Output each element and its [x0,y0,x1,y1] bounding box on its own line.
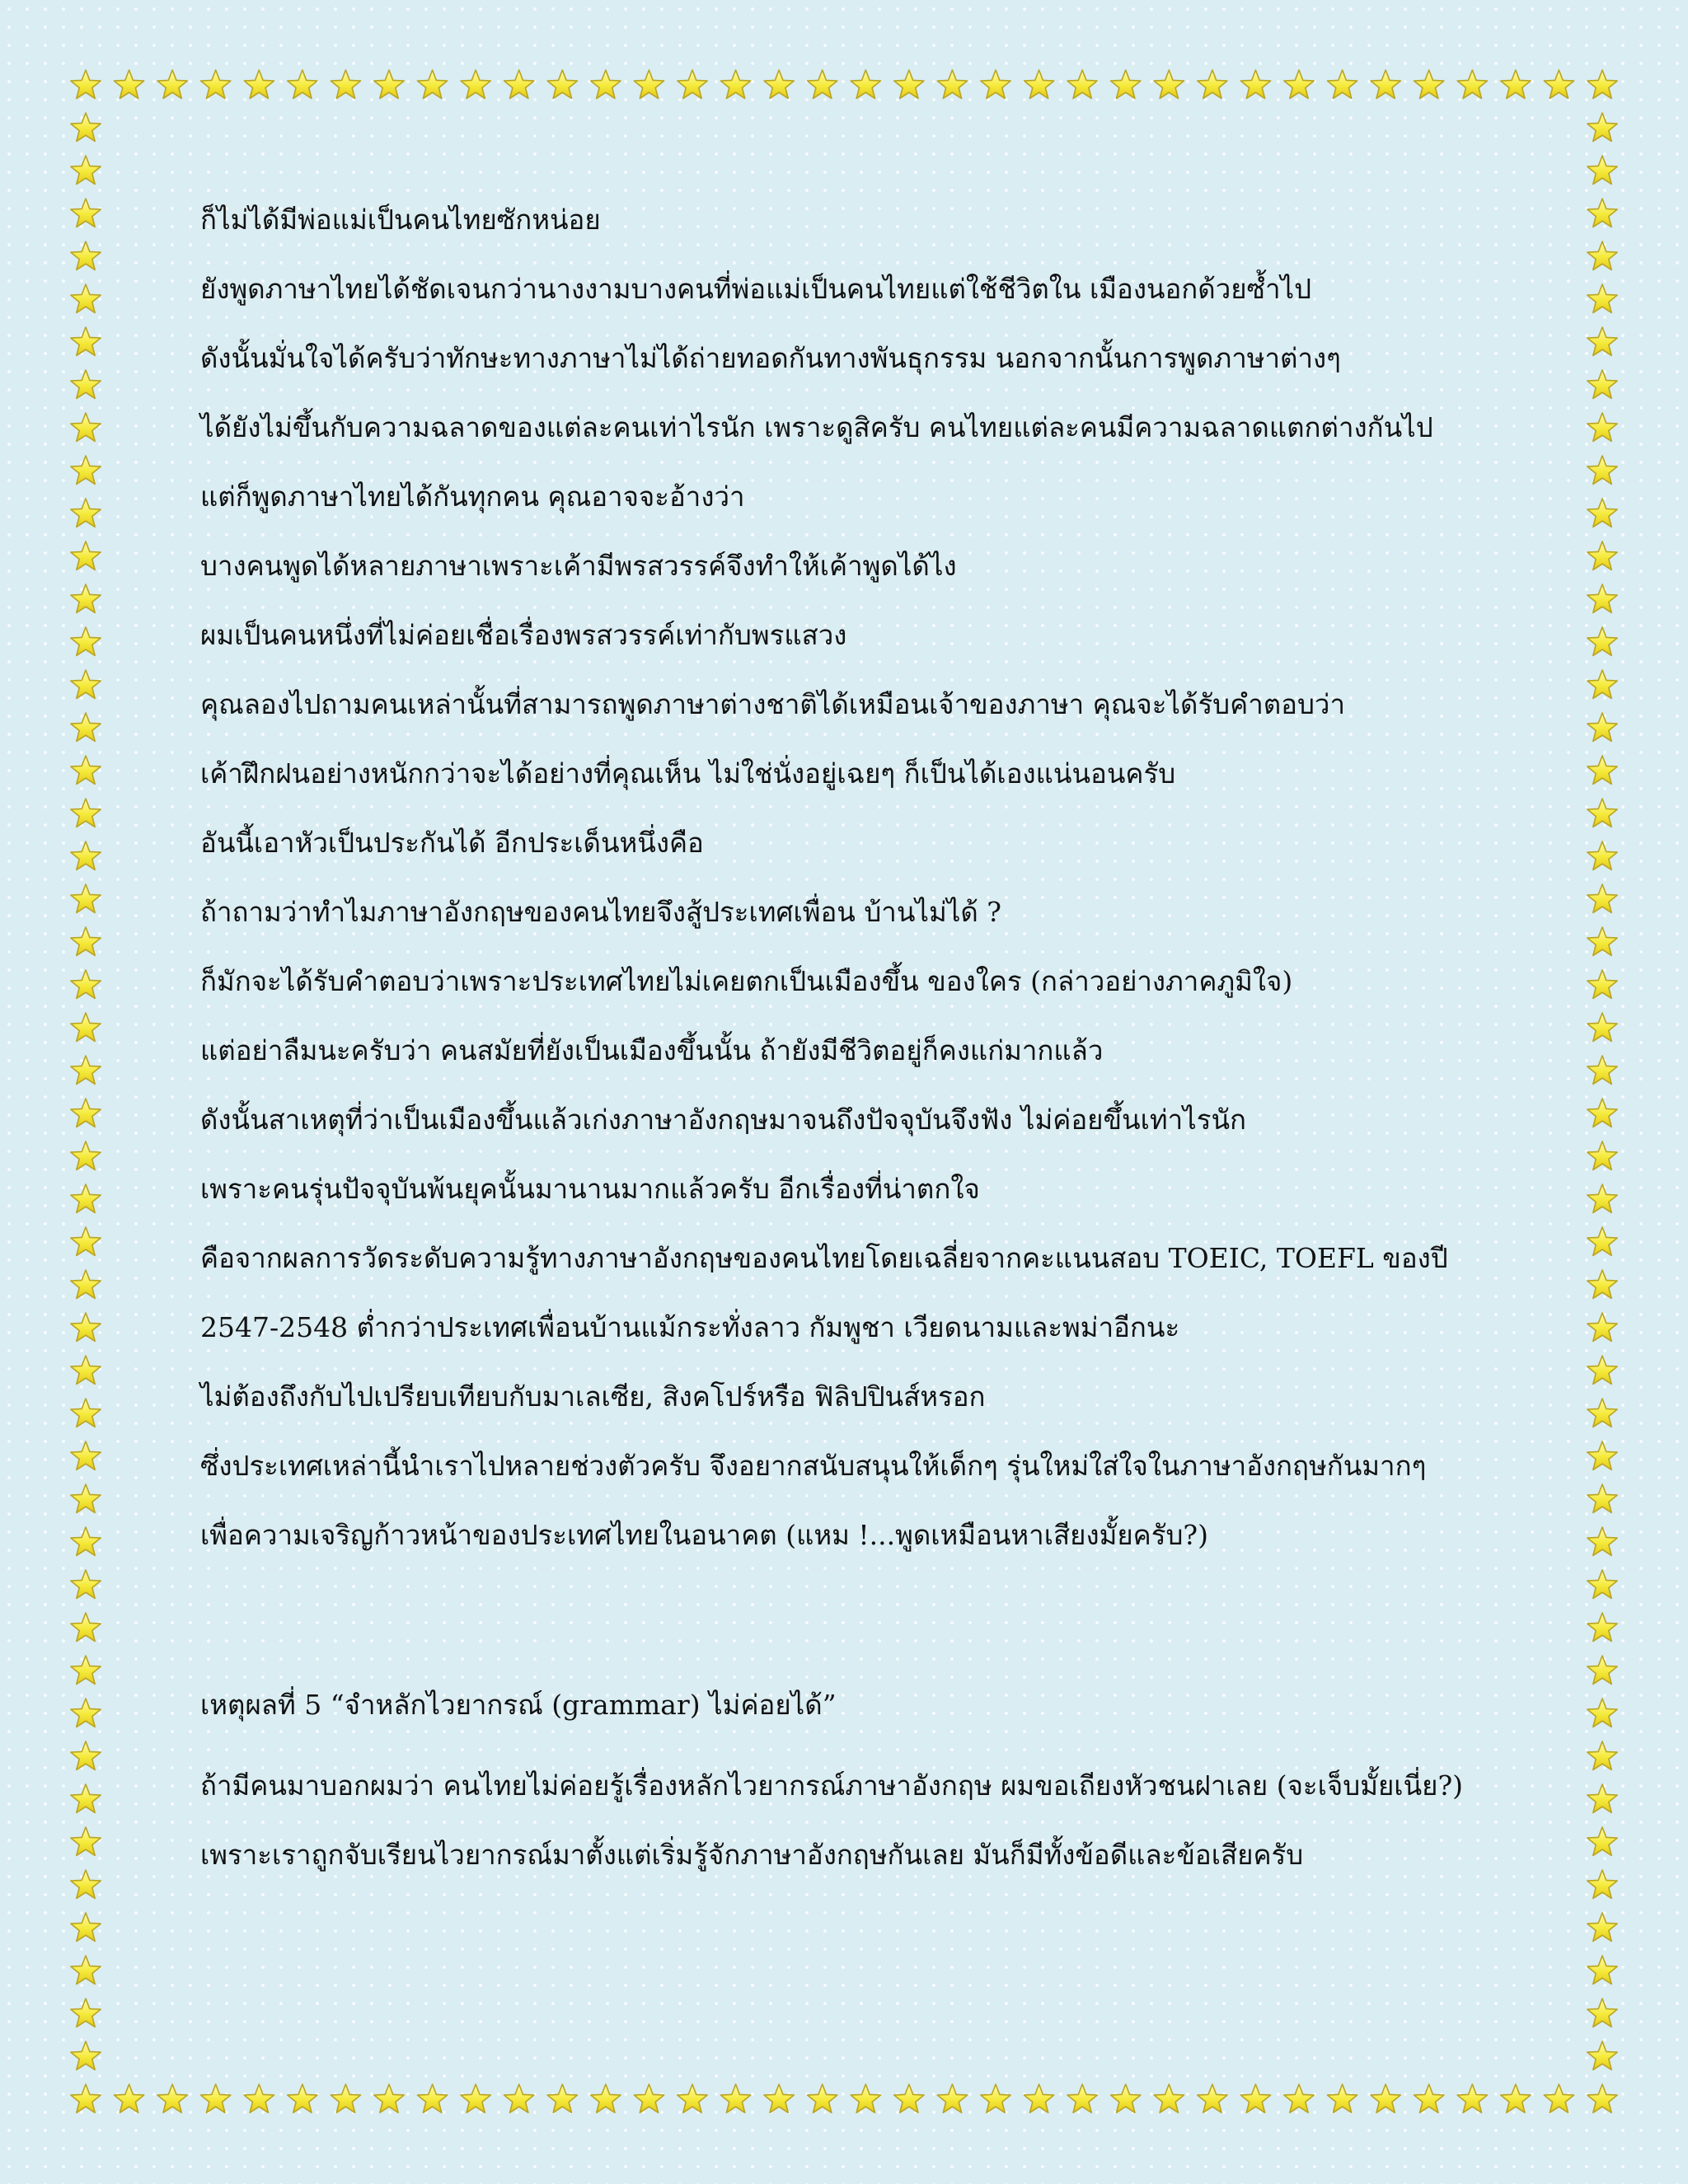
star-icon [71,1699,101,1727]
text-line: เพราะคนรุ่นปัจจุบันพ้นยุคนั้นมานานมากแล้วครับ อีกเรื่องที่น่าตกใจ [200,1173,980,1205]
star-icon [1587,413,1617,441]
section-heading: เหตุผลที่ 5 “จำหลักไวยากรณ์ (grammar) ไม่ค่อยได้” [200,1689,837,1721]
star-icon [1587,627,1617,655]
text-line: ก็ไม่ได้มีพ่อแม่เป็นคนไทยซักหน่อย [200,204,601,236]
star-icon [71,1013,101,1041]
star-icon [937,2084,967,2112]
star-icon [1154,70,1184,98]
star-icon [678,70,707,98]
star-icon [1587,370,1617,398]
star-icon [1587,327,1617,355]
star-icon [1414,2084,1444,2112]
star-icon [547,70,577,98]
star-icon [504,70,534,98]
text-line: ถ้าถามว่าทำไมภาษาอังกฤษของคนไทยจึงสู้ประเทศเพื่อน บ้านไม่ได้ ? [200,896,1001,928]
star-icon [71,1613,101,1641]
star-icon [1587,1570,1617,1598]
star-icon [1587,584,1617,612]
star-icon [1587,1699,1617,1727]
text-line: บางคนพูดได้หลายภาษาเพราะเค้ามีพรสวรรค์จึงทำให้เค้าพูดได้ไง [200,550,957,582]
star-icon [1501,2084,1531,2112]
star-icon [71,884,101,912]
star-icon [157,70,187,98]
star-icon [71,1570,101,1598]
star-icon [1587,756,1617,784]
star-icon [1587,799,1617,827]
star-icon [71,370,101,398]
star-icon [71,1784,101,1812]
star-icon [1067,2084,1097,2112]
text-line: ยังพูดภาษาไทยได้ชัดเจนกว่านางงามบางคนที่พ่อแม่เป็นคนไทยแต่ใช้ชีวิตใน เมืองนอกด้วยซ้ำไป [200,273,1312,305]
star-icon [1587,1913,1617,1941]
star-icon [1587,970,1617,998]
star-icon [1587,1013,1617,1041]
star-icon [244,2084,274,2112]
star-icon [894,2084,924,2112]
star-icon [1284,2084,1314,2112]
star-icon [937,70,967,98]
star-icon [1587,1356,1617,1384]
star-icon [374,2084,404,2112]
star-icon [1025,70,1054,98]
star-icon [1587,199,1617,227]
star-icon [721,70,751,98]
star-icon [1544,2084,1573,2112]
star-icon [1198,70,1227,98]
star-icon [1587,1613,1617,1641]
star-icon [634,70,663,98]
star-icon [71,713,101,741]
star-icon [1587,1784,1617,1812]
star-icon [71,1741,101,1769]
paragraph-2 [200,1770,1552,1909]
star-icon [71,927,101,955]
text-line: ผมเป็นคนหนึ่งที่ไม่ค่อยเชื่อเรื่องพรสวรรค์เท่ากับพรแสวง [200,619,847,651]
star-icon [71,1870,101,1898]
text-line: แต่ก็พูดภาษาไทยได้กันทุกคน คุณอาจจะอ้างว่า [200,480,745,513]
text-line: ซึ่งประเทศเหล่านี้นำเราไปหลายช่วงตัวครับ จึงอยากสนับสนุนให้เด็กๆ รุ่นใหม่ใส่ใจในภาษาอังกฤษกันมากๆ [200,1450,1427,1482]
star-icon [851,2084,880,2112]
paragraph-spacer [200,1589,1552,1690]
paragraph-1 [200,204,1552,1589]
star-icon [1587,1956,1617,1984]
star-icon [71,1313,101,1341]
text-line: ถ้ามีคนมาบอกผมว่า คนไทยไม่ค่อยรู้เรื่องหลักไวยากรณ์ภาษาอังกฤษ ผมขอเถียงหัวชนฝาเลย (จะเจ็บมั้ยเนี่ย?) [200,1769,1464,1802]
star-icon [71,241,101,269]
star-icon [71,1356,101,1384]
star-icon [1587,884,1617,912]
star-icon [1501,70,1531,98]
star-icon [71,1441,101,1469]
star-icon [1587,113,1617,141]
star-icon [1587,70,1617,98]
text-line: เค้าฝึกฝนอย่างหนักกว่าจะได้อย่างที่คุณเห็น ไม่ใช่นั่งอยู่เฉยๆ ก็เป็นได้เองแน่นอนครับ [200,757,1176,790]
star-icon [1587,1313,1617,1341]
star-icon [71,113,101,141]
star-icon [764,70,794,98]
star-icon [71,1527,101,1555]
star-icon [71,1270,101,1298]
text-line: ดังนั้นสาเหตุที่ว่าเป็นเมืองขึ้นแล้วเก่งภาษาอังกฤษมาจนถึงปัจจุบันจึงฟัง ไม่ค่อยขึ้นเท่าไรนัก [200,1104,1247,1136]
star-icon [71,1999,101,2027]
star-icon [71,156,101,184]
star-icon [1240,2084,1270,2112]
star-icon [71,799,101,827]
text-line: อันนี้เอาหัวเป็นประกันได้ อีกประเด็นหนึ่งคือ [200,827,704,859]
star-icon [1587,841,1617,869]
star-icon [1587,1141,1617,1169]
star-icon [201,2084,231,2112]
star-icon [1587,1741,1617,1769]
star-icon [71,1141,101,1169]
star-icon [71,2041,101,2069]
star-icon [1587,927,1617,955]
star-icon [71,1656,101,1684]
star-icon [71,1913,101,1941]
text-line: เพราะเราถูกจับเรียนไวยากรณ์มาตั้งแต่เริ่มรู้จักภาษาอังกฤษกันเลย มันก็มีทั้งข้อดีและข้อเสียครับ [200,1839,1304,1871]
text-line: เพื่อความเจริญก้าวหน้าของประเทศไทยในอนาคต (แหม !...พูดเหมือนหาเสียงมั้ยครับ?) [200,1519,1208,1551]
star-icon [1025,2084,1054,2112]
star-icon [1587,1484,1617,1512]
star-icon [1587,1870,1617,1898]
text-line: คือจากผลการวัดระดับความรู้ทางภาษาอังกฤษของคนไทยโดยเฉลี่ยจากคะแนนสอบ TOEIC, TOEFL ของปี [200,1242,1448,1274]
star-icon [1154,2084,1184,2112]
star-icon [634,2084,663,2112]
star-icon [1414,70,1444,98]
star-icon [1587,1656,1617,1684]
text-line: ไม่ต้องถึงกับไปเปรียบเทียบกับมาเลเซีย, สิงคโปร์หรือ ฟิลิปปินส์หรอก [200,1380,986,1413]
star-icon [331,2084,360,2112]
star-icon [678,2084,707,2112]
star-icon [764,2084,794,2112]
star-icon [1457,70,1487,98]
star-icon [288,2084,317,2112]
star-icon [71,584,101,612]
star-icon [71,199,101,227]
star-icon [1457,2084,1487,2112]
star-icon [1198,2084,1227,2112]
star-icon [71,670,101,698]
star-icon [115,2084,144,2112]
star-icon [461,70,490,98]
star-icon [1587,1827,1617,1855]
star-icon [288,70,317,98]
star-icon [1284,70,1314,98]
star-icon [418,70,448,98]
star-icon [721,2084,751,2112]
star-icon [1587,284,1617,312]
text-line: ดังนั้นมั่นใจได้ครับว่าทักษะทางภาษาไม่ได้ถ่ายทอดกันทางพันธุกรรม นอกจากนั้นการพูดภาษาต่างๆ [200,342,1341,374]
star-icon [71,70,101,98]
star-icon [1587,241,1617,269]
star-icon [71,1956,101,1984]
text-line: 2547-2548 ต่ำกว่าประเทศเพื่อนบ้านแม้กระทั่งลาว กัมพูชา เวียดนามและพม่าอีกนะ [200,1311,1180,1343]
star-icon [1587,541,1617,569]
star-icon [894,70,924,98]
star-icon [71,413,101,441]
star-icon [1587,1399,1617,1427]
star-icon [71,841,101,869]
star-icon [201,70,231,98]
star-icon [1587,1056,1617,1084]
star-icon [1587,499,1617,527]
star-icon [374,70,404,98]
text-line: ก็มักจะได้รับคำตอบว่าเพราะประเทศไทยไม่เคยตกเป็นเมืองขึ้น ของใคร (กล่าวอย่างภาคภูมิใจ) [200,965,1293,997]
star-icon [71,541,101,569]
star-icon [244,70,274,98]
document-body [200,204,1552,1909]
star-icon [547,2084,577,2112]
star-icon [71,756,101,784]
star-icon [1587,1999,1617,2027]
star-icon [71,1227,101,1255]
star-icon [1240,70,1270,98]
star-icon [1587,1270,1617,1298]
star-icon [1587,456,1617,484]
star-icon [1544,70,1573,98]
star-icon [71,1056,101,1084]
star-icon [461,2084,490,2112]
star-icon [1587,156,1617,184]
star-icon [331,70,360,98]
star-icon [851,70,880,98]
star-icon [808,70,837,98]
star-icon [71,1484,101,1512]
star-icon [1328,70,1357,98]
star-icon [71,1827,101,1855]
star-icon [418,2084,448,2112]
star-icon [1587,713,1617,741]
star-icon [1587,1227,1617,1255]
star-icon [1111,70,1141,98]
star-icon [1587,1441,1617,1469]
star-icon [981,70,1010,98]
star-icon [1587,1184,1617,1212]
star-icon [71,1184,101,1212]
star-icon [115,70,144,98]
star-icon [71,499,101,527]
star-icon [1371,2084,1400,2112]
text-line: แต่อย่าลืมนะครับว่า คนสมัยที่ยังเป็นเมืองขึ้นนั้น ถ้ายังมีชีวิตอยู่ก็คงแก่มากแล้ว [200,1034,1104,1066]
star-icon [1587,1099,1617,1127]
star-icon [1587,2041,1617,2069]
star-icon [981,2084,1010,2112]
star-icon [71,1099,101,1127]
star-icon [1067,70,1097,98]
star-icon [71,627,101,655]
star-icon [1328,2084,1357,2112]
star-icon [71,970,101,998]
star-icon [1587,2084,1617,2112]
star-icon [808,2084,837,2112]
text-line: ได้ยังไม่ขึ้นกับความฉลาดของแต่ละคนเท่าไรนัก เพราะดูสิครับ คนไทยแต่ละคนมีความฉลาดแตกต่างกันไป [200,411,1433,443]
star-icon [157,2084,187,2112]
star-icon [591,70,621,98]
star-icon [71,1399,101,1427]
star-icon [1111,2084,1141,2112]
star-icon [1587,670,1617,698]
star-icon [1587,1527,1617,1555]
text-line: คุณลองไปถามคนเหล่านั้นที่สามารถพูดภาษาต่างชาติได้เหมือนเจ้าของภาษา คุณจะได้รับคำตอบว่า [200,688,1345,720]
star-icon [71,284,101,312]
star-icon [71,2084,101,2112]
star-icon [71,327,101,355]
star-icon [591,2084,621,2112]
star-icon [504,2084,534,2112]
star-icon [71,456,101,484]
star-icon [1371,70,1400,98]
